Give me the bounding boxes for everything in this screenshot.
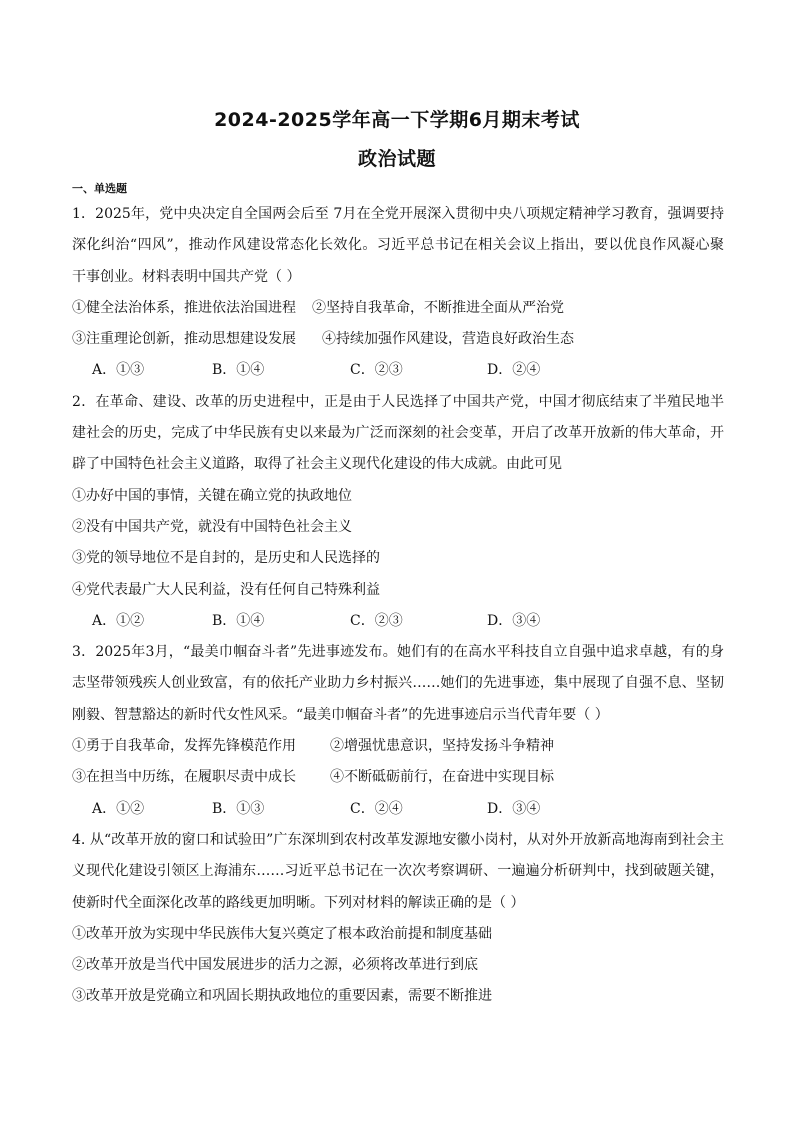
statement: ①办好中国的事情，关键在确立党的执政地位	[72, 487, 352, 504]
question-stem-line: 3．2025年3月，“最美巾帼奋斗者”先进事迹发布。她们有的在高水平科技自立自强中追求卓越，有的身	[72, 644, 724, 661]
statement-row	[72, 762, 724, 793]
statement: ③党的领导地位不是自封的，是历史和人民选择的	[72, 550, 380, 567]
question-4	[72, 825, 724, 1013]
question-stem-line: 干事创业。材料表明中国共产党（ ）	[72, 268, 301, 285]
statement-row	[72, 731, 724, 762]
question-stem-line: 志坚带领残疾人创业致富，有的依托产业助力乡村振兴……她们的先进事迹，集中展现了自强不息、坚韧	[72, 675, 724, 692]
statement: ③注重理论创新，推动思想建设发展	[72, 331, 296, 348]
statement: ②增强忧患意识，坚持发扬斗争精神	[330, 738, 554, 755]
choice-d[interactable]: D．②④	[487, 362, 541, 379]
statement: ②没有中国共产党，就没有中国特色社会主义	[72, 518, 352, 535]
choice-d[interactable]: D．③④	[487, 612, 541, 629]
choice-b[interactable]: B．①④	[212, 612, 265, 629]
choice-b[interactable]: B．①④	[212, 362, 265, 379]
statement: ②坚持自我革命，不断推进全面从严治党	[312, 299, 564, 316]
statement: ④不断砥砺前行，在奋进中实现目标	[330, 769, 554, 786]
statement: ④持续加强作风建设，营造良好政治生态	[322, 331, 574, 348]
choice-a[interactable]: A．①②	[92, 800, 145, 817]
question-stem-line: 建社会的历史，完成了中华民族有史以来最为广泛而深刻的社会变革，开启了改革开放新的伟大革命，开	[72, 425, 724, 442]
question-list	[72, 199, 724, 1013]
choice-a[interactable]: A．①③	[92, 362, 145, 379]
statement: ①健全法治体系，推进依法治国进程	[72, 299, 296, 316]
answer-choices	[72, 794, 724, 825]
statement: ①勇于自我革命，发挥先锋模范作用	[72, 738, 296, 755]
exam-subject: 政治试题	[357, 148, 436, 170]
answer-choices	[72, 606, 724, 637]
choice-c[interactable]: C．②③	[350, 362, 403, 379]
statement: ④党代表最广大人民利益，没有任何自己特殊利益	[72, 581, 380, 598]
choice-a[interactable]: A．①②	[92, 612, 145, 629]
statement: ①改革开放为实现中华民族伟大复兴奠定了根本政治前提和制度基础	[72, 925, 492, 942]
section-heading: 一、单选题	[72, 182, 127, 195]
answer-choices	[72, 355, 724, 386]
choice-c[interactable]: C．②③	[350, 612, 403, 629]
question-stem-line: 义现代化建设引领区上海浦东……习近平总书记在一次次考察调研、一遍遍分析研判中，找到破题关键，	[72, 863, 724, 880]
statement: ③改革开放是党确立和巩固长期执政地位的重要因素，需要不断推进	[72, 988, 492, 1005]
question-stem-line: 2．在革命、建设、改革的历史进程中，正是由于人民选择了中国共产党，中国才彻底结束了半殖民地半	[72, 393, 724, 410]
question-1	[72, 199, 724, 387]
statement: ③在担当中历练，在履职尽责中成长	[72, 769, 296, 786]
choice-b[interactable]: B．①③	[212, 800, 265, 817]
question-stem-line: 4. 从“改革开放的窗口和试验田”广东深圳到农村改革发源地安徽小岗村，从对外开放新高地海南到社会主	[72, 831, 724, 848]
statement-row	[72, 324, 724, 355]
question-stem-line: 辟了中国特色社会主义道路，取得了社会主义现代化建设的伟大成就。由此可见	[72, 456, 562, 473]
choice-d[interactable]: D．③④	[487, 800, 541, 817]
question-3	[72, 637, 724, 825]
question-stem-line: 刚毅、智慧豁达的新时代女性风采。“最美巾帼奋斗者”的先进事迹启示当代青年要（ ）	[72, 706, 609, 723]
question-2	[72, 387, 724, 637]
question-stem-line: 深化纠治“四风”，推动作风建设常态化长效化。习近平总书记在相关会议上指出，要以优良作风凝心聚	[72, 237, 724, 254]
statement: ②改革开放是当代中国发展进步的活力之源，必须将改革进行到底	[72, 957, 478, 974]
choice-c[interactable]: C．②④	[350, 800, 403, 817]
exam-title: 2024-2025学年高一下学期6月期末考试	[214, 109, 580, 131]
question-stem-line: 1．2025年，党中央决定自全国两会后至 7月在全党开展深入贯彻中央八项规定精神学习教育，强调要持	[72, 206, 724, 222]
question-stem-line: 使新时代全面深化改革的路线更加明晰。下列对材料的解读正确的是（ ）	[72, 894, 525, 911]
statement-row	[72, 293, 724, 324]
